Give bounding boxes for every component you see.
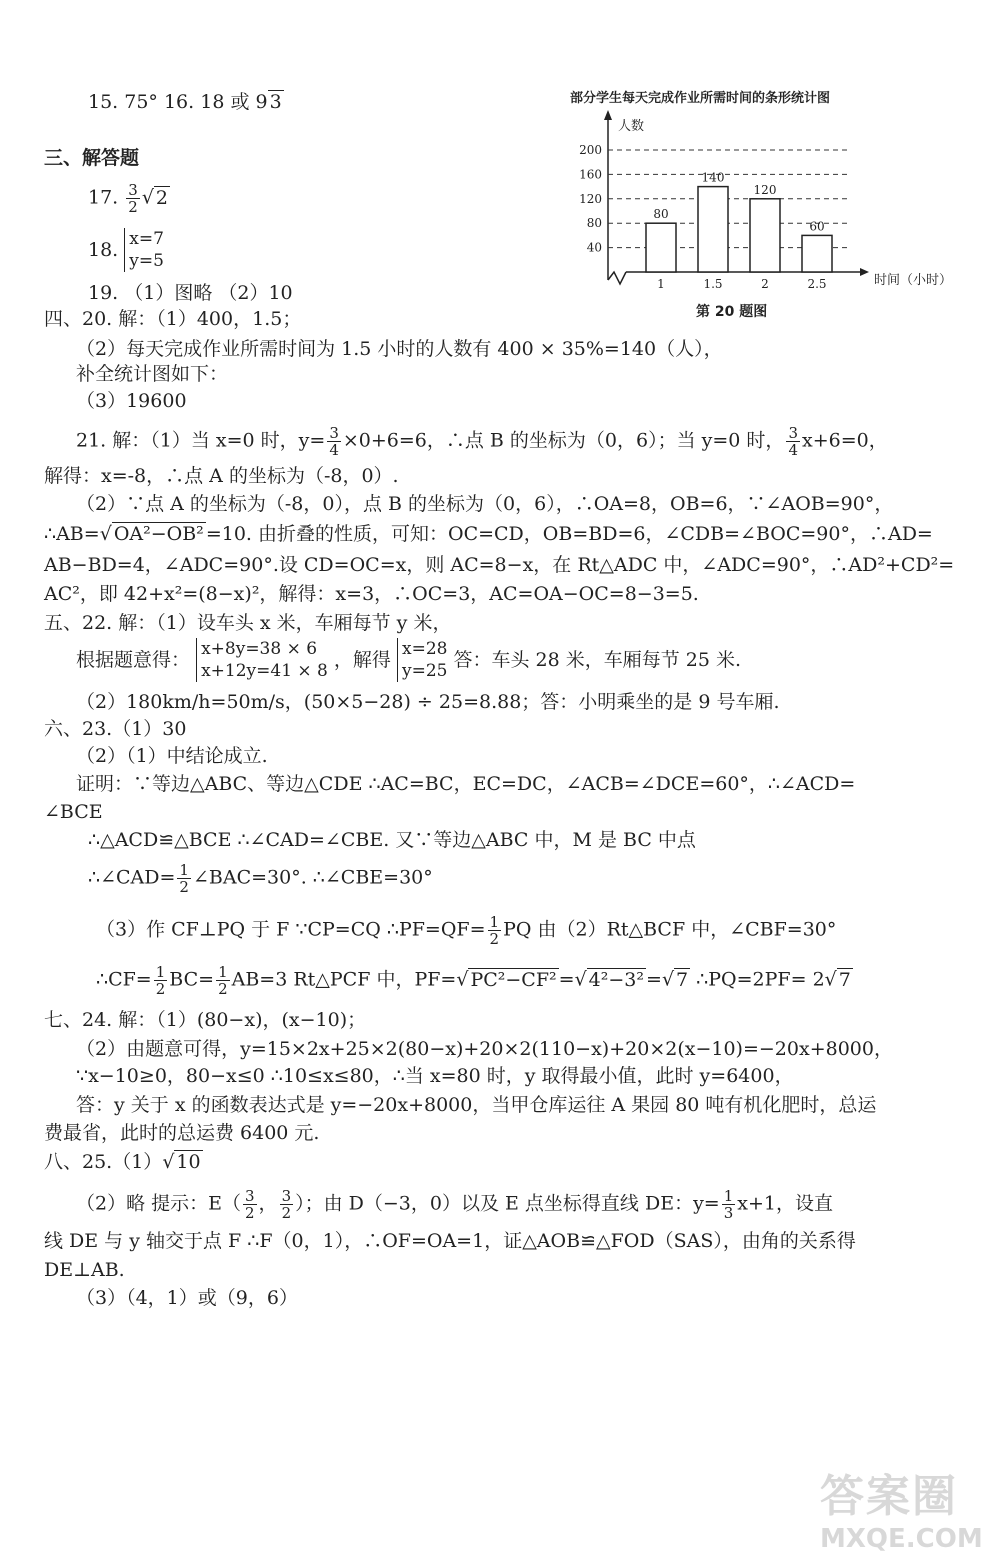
answer-23-2: （2）（1）中结论成立. — [76, 745, 268, 767]
bar-chart-svg — [560, 86, 960, 326]
answer-23-proof-b: ∠BCE — [44, 801, 103, 823]
answer-19: 19. （1）图略 （2）10 — [88, 282, 293, 304]
chart-data-label: 120 — [753, 182, 777, 197]
chart-xlabel: 时间（小时） — [874, 273, 953, 288]
answer-24-2b: ∵x−10≥0，80−x≤0 ∴10≤x≤80，∴当 x=80 时，y 取得最小值，此时 y=6400， — [76, 1065, 794, 1087]
answer-25-2: （2）略 提示：E（ $\frac{3}{2}$ ， $\frac{3}{2}$ ）；由 D（−3，0）以及 E 点坐标得直线 DE：y= $\frac{1}{3}$ x+1，设直 — [76, 1187, 834, 1222]
answer-18: 18. x=7 y=5 — [88, 229, 164, 271]
section-3-heading: 三、解答题 — [44, 147, 140, 169]
answer-23-proof: 证明：∵等边△ABC、等边△CDE ∴AC=BC，EC=DC，∠ACB=∠DCE=60°，∴∠ACD= — [76, 773, 856, 795]
answer-23-3: （3）作 CF⊥PQ 于 F ∵CP=CQ ∴PF=QF= $\frac{1}{2}$ PQ 由（2）Rt△BCF 中，∠CBF=30° — [96, 913, 837, 948]
answer-17: 17. $\frac{3}{2}$ √ 2 — [88, 181, 169, 216]
answer-22-system: 根据题意得： x+8y=38 × 6 x+12y=41 × 8 ，解得 x=28 y=25 答：车头 28 米，车厢每节 25 米. — [76, 639, 742, 681]
answer-23-1: 六、23.（1）30 — [44, 718, 187, 740]
answer-23-proof-d: ∴∠CAD= $\frac{1}{2}$ ∠BAC=30°. ∴∠CBE=30° — [88, 861, 433, 896]
answer-24-answer: 答：y 关于 x 的函数表达式是 y=−20x+8000，当甲仓库运往 A 果园 80 吨有机化肥时，总运 — [76, 1094, 877, 1116]
chart-bar — [698, 187, 728, 272]
chart-bar — [802, 235, 832, 272]
chart-x-tick: 2.5 — [807, 277, 827, 291]
answer-25-2b: 线 DE 与 y 轴交于点 F ∴F（0，1），∴OF=OA=1，证△AOB≌△FOD（SAS），由角的关系得 — [44, 1230, 856, 1252]
watermark-url: MXQE.COM — [820, 1524, 983, 1554]
answer-20-1: 四、20. 解：（1）400，1.5； — [44, 308, 302, 330]
chart-bar — [750, 199, 780, 272]
chart-y-tick: 80 — [586, 216, 602, 231]
answer-21-2c: AB−BD=4，∠ADC=90°.设 CD=OC=x，则 AC=8−x，在 Rt△ADC 中，∠ADC=90°，∴AD²+CD²= — [44, 554, 955, 576]
answer-21-solve: 解得：x=-8，∴点 A 的坐标为（-8，0）. — [44, 465, 399, 487]
answer-23-3b: ∴CF= $\frac{1}{2}$ BC= $\frac{1}{2}$ AB=3 Rt△PCF 中，PF=√ PC²−CF² =√ 4²−3² =√ 7 ∴PQ=2PF= 2√ 7 — [96, 963, 851, 998]
answer-24-2: （2）由题意可得，y=15×2x+25×2(80−x)+20×2(110−x)+20×2(x−10)=−20x+8000， — [76, 1038, 893, 1060]
answer-21-2d: AC²，即 42+x²=(8−x)²，解得：x=3，∴OC=3，AC=OA−OC=8−3=5. — [44, 583, 699, 605]
answer-21-1: 21. 解：（1）当 x=0 时，y= $\frac{3}{4}$ ×0+6=6，∴点 B 的坐标为（0，6）；当 y=0 时， $\frac{3}{4}$ x+6=0， — [76, 424, 888, 459]
chart-caption: 第 20 题图 — [696, 304, 768, 320]
chart-ylabel: 人数 — [618, 119, 645, 134]
answer-21-2: （2）∵点 A 的坐标为（-8，0），点 B 的坐标为（0，6），∴OA=8，OB=6，∵∠AOB=90°， — [76, 493, 894, 515]
chart-y-tick: 120 — [579, 191, 602, 206]
answer-21-2b: ∴AB=√ OA²−OB² =10. 由折叠的性质，可知：OC=CD，OB=BD=6，∠CDB=∠BOC=90°，∴AD= — [44, 523, 933, 545]
answer-22-1: 五、22. 解：（1）设车头 x 米，车厢每节 y 米， — [44, 612, 452, 634]
answer-25-2c: DE⊥AB. — [44, 1259, 125, 1281]
chart-axis-break — [608, 272, 626, 284]
answer-20-3: （3）19600 — [76, 390, 187, 412]
chart-data-label: 80 — [653, 207, 669, 222]
watermark-logo: 答案圈 — [820, 1471, 958, 1522]
answer-23-proof-c: ∴△ACD≌△BCE ∴∠CAD=∠CBE. 又∵等边△ABC 中，M 是 BC 中点 — [88, 829, 696, 851]
answer-15-16: 15. 75° 16. 18 或 9 3 — [88, 91, 282, 113]
chart-data-label: 140 — [701, 170, 725, 185]
chart-x-tick: 2 — [761, 277, 769, 291]
answer-24-1: 七、24. 解：（1）(80−x)，(x−10)； — [44, 1009, 367, 1031]
chart-y-arrow — [604, 110, 612, 120]
watermark — [820, 1460, 983, 1554]
answer-25-3: （3）（4，1）或（9，6） — [76, 1287, 298, 1309]
answer-20-2: （2）每天完成作业所需时间为 1.5 小时的人数有 400 × 35%=140（人）， — [76, 338, 723, 360]
chart-x-arrow — [860, 268, 869, 276]
chart-y-tick: 160 — [579, 167, 602, 182]
answer-22-2: （2）180km/h=50m/s，(50×5−28) ÷ 25=8.88；答：小明乘坐的是 9 号车厢. — [76, 691, 780, 713]
answer-20-note: 补全统计图如下： — [76, 363, 229, 385]
answer-25-1: 八、25.（1）√ 10 — [44, 1151, 201, 1173]
chart-title: 部分学生每天完成作业所需时间的条形统计图 — [570, 91, 831, 106]
chart-y-tick: 200 — [579, 143, 602, 157]
answer-24-answer-b: 费最省，此时的总运费 6400 元. — [44, 1122, 320, 1144]
bar-chart — [560, 86, 960, 326]
chart-x-tick: 1.5 — [703, 277, 723, 291]
chart-data-label: 60 — [809, 219, 825, 234]
chart-bar — [646, 223, 676, 272]
chart-x-tick: 1 — [657, 277, 665, 291]
chart-y-tick: 40 — [586, 240, 602, 255]
